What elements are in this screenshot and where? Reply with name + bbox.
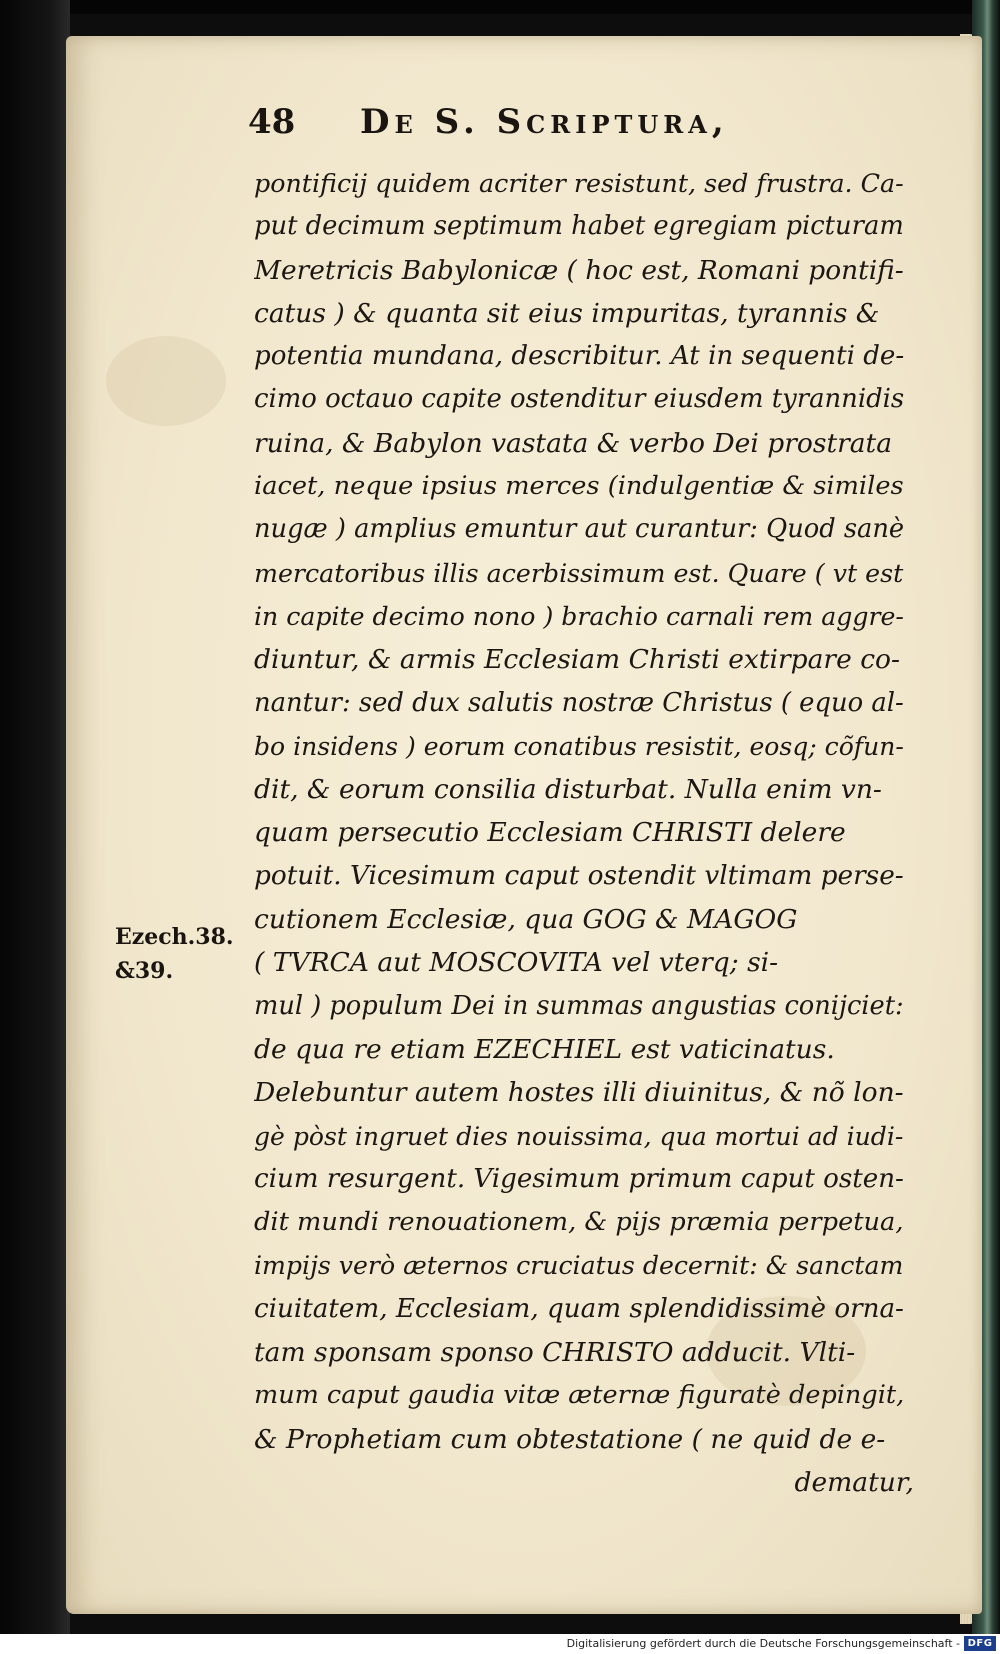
text-line: bo insidens ) eorum conatibus resistit, eosq; cõfun- [254, 731, 904, 761]
cover-top-edge [0, 0, 1000, 14]
text-line: ruina, & Babylon vastata & verbo Dei prostrata [254, 427, 893, 459]
digitization-credit: Digitalisierung gefördert durch die Deutsche Forschungsgemeinschaft - [566, 1637, 960, 1650]
page-header [248, 102, 768, 152]
text-line: dematur, [794, 1466, 914, 1498]
text-line: & Prophetiam cum obtestatione ( ne quid de e- [254, 1423, 886, 1455]
text-line: pontificij quidem acriter resistunt, sed frustra. Ca- [254, 168, 904, 198]
text-line: nantur: sed dux salutis nostræ Christus ( equo al- [254, 687, 904, 718]
text-line: cutionem Ecclesiæ, qua GOG & MAGOG [254, 904, 798, 936]
text-line: mum caput gaudia vitæ æternæ figuratè depingit, [254, 1380, 905, 1411]
text-line: dit, & eorum consilia disturbat. Nulla enim vn- [254, 774, 882, 806]
text-line: tam sponsam sponso CHRISTO adducit. Vlti- [254, 1337, 856, 1369]
text-line: de qua re etiam EZECHIEL est vaticinatus. [254, 1033, 835, 1065]
text-line: put decimum septimum habet egregiam picturam [254, 211, 904, 242]
text-line: iacet, neque ipsius merces (indulgentiæ & similes [254, 471, 904, 502]
text-line: ciuitatem, Ecclesiam, quam splendidissimè orna- [254, 1293, 904, 1324]
marginal-note-line: Ezech.38. [115, 924, 234, 950]
page-number: 48 [248, 102, 296, 142]
body-text [254, 162, 914, 1504]
text-line: impijs verò æternos cruciatus decernit: & sanctam [254, 1251, 904, 1281]
text-line: mercatoribus illis acerbissimum est. Quare ( vt est [254, 558, 904, 588]
running-title: De S. Scriptura, [360, 102, 729, 142]
binding-left-edge [0, 0, 70, 1654]
text-line: diuntur, & armis Ecclesiam Christi extirpare co- [254, 644, 900, 676]
text-line: in capite decimo nono ) brachio carnali rem aggre- [254, 601, 904, 631]
text-line: mul ) populum Dei in summas angustias conijciet: [254, 990, 904, 1021]
text-line: dit mundi renouationem, & pijs præmia perpetua, [254, 1207, 904, 1238]
text-line: quam persecutio Ecclesiam CHRISTI delere [254, 817, 846, 849]
text-line: gè pòst ingruet dies nouissima, qua mortui ad iudi- [254, 1121, 904, 1151]
text-line: nugæ ) amplius emuntur aut curantur: Quod sanè [254, 514, 905, 545]
text-line: ( TVRCA aut MOSCOVITA vel vterq; si- [254, 947, 779, 979]
marginal-note [115, 920, 234, 988]
text-line: potuit. Vicesimum caput ostendit vltimam perse- [254, 860, 904, 891]
text-line: Delebuntur autem hostes illi diuinitus, & nõ lon- [254, 1077, 904, 1109]
text-line: cimo octauo capite ostenditur eiusdem tyrannidis [254, 384, 905, 415]
text-line: catus ) & quanta sit eius impuritas, tyrannis & [254, 297, 880, 329]
text-line: cium resurgent. Vigesimum primum caput osten- [254, 1163, 904, 1194]
text-line: Meretricis Babylonicæ ( hoc est, Romani pontifi- [254, 254, 904, 286]
dfg-logo: DFG [964, 1636, 996, 1651]
marginal-note-line: &39. [115, 958, 174, 984]
text-line: potentia mundana, describitur. At in sequenti de- [254, 341, 905, 372]
paper-stain [106, 336, 226, 426]
